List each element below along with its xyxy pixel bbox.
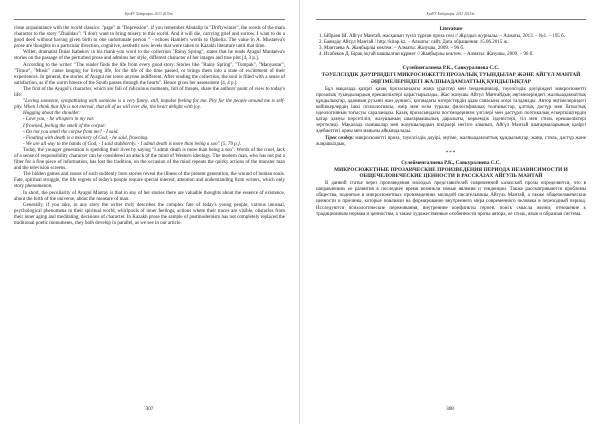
right-page [300,0,600,424]
keywords-paragraph [316,136,586,148]
literature-list [316,34,586,58]
dialogue-line: - Love you, - he whispers in my ear. [23,117,95,123]
dialogue-line: I frowned, feeling the smell of the corpse: [23,123,107,129]
dialogue-line: - We are all way to the hands of God, - I said stubbornly. - I admit death is more than being a son" [5, 79 p.]. [23,141,242,147]
dialogue-line: - Floating with death is a mockery of God, - he said, frowning. [23,135,149,141]
body-paragraph: The first of the Ayagul's character, which are full of ridiculous moments, full of threats, share the authors' point of view to today's life: [14,86,285,99]
literature-item: 4. Исабеков Д. Бірақ оқтай шашылған құрмет // Жаңбырлы көктем. – Алматы: Жазушы, 2009. – 96 б. [324,52,586,58]
abstract-paragraph: Бұл мақалада қазіргі қазақ прозасындағы жаңа үрдістер мен тенденциялар, тәуелсіздік дәуіріндегі микросюжетті прозалық туындылардың ерекшеліктері қарастырылады. Жас жазушы Айгүл Мантайдың әңгімелеріндегі жалпыадамзаттық құндылықтар, адамның рухани жан дүниесі, қоғамдағы өзгерістердің адам санасына әсері талданады. Автор әңгімелеріндегі кейіпкерлердің ішкі психологиясы, өмір мен өлім туралы философиялық толғаныстар, ұлттық дәстүр мен батыстық идеологияның тоғысуы сараланады. Қазақ прозасындағы постмодернизм үлгілері мен дәстүрлі поэтикалық ескерткіштердің қатар дамуы көрсетіліп, жазушының шығармашылық даралығы, көркемдік ізденістері, тіл мен стиль ерекшеліктері зерттеледі. Мақалада сыншылар мен жазушылардың пікірлері негізге алынып, Айгүл Мантай шығармаларының қазіргі әдебиеттегі орны мен маңызы айқындалады. [316,86,586,135]
body-paragraph: Writer, dramatist Dulat Isabekov in his thank-you word to the collection "Rainy Spring", states that he reads Ayagul Mantaeva's stories on the passage of the perturbed prose and admires her style, different character of her images and true plot [4, 3 p.]. [14,50,285,62]
article-title: ТӘУЕЛСІЗДІК ДӘУІРІНДЕГІ МИКРОСЮЖЕТТІ ПРОЗАЛЫҚ ТУЫНДЫЛАР ЖӘНЕ АЙГҮЛ МАНТАЙ ӘҢГІМЕЛЕРІНДЕГІ ЖАЛПЫАДАМЗАТТЫҚ ҚҰНДЫЛЫҚТАР [321,72,581,85]
body-paragraph: The hidden games and issues of such suddenly born stories reveal the illness of the present generation, the wound of human souls. Fate, spiritual struggle, the life regrets of today's people require special interest, attention and understanding from writers, which only story phenomenon. [14,172,285,190]
abstract-paragraph: В данной статье через произведения молодых представителей современной казахской прозы определяется, что в направлениях ее развития в последнее время возникли новые явления и тенденции. Также рассматриваются проблемы общества, поднятые в микросюжетных произведениях молодой писательницы Айгуль Мантай, а также общечеловеческие ценности и причины, которые повлияли на формирование внутреннего мира современного человека в переходный период. Исследуются психологические переживания, внутренние конфликты героев, поиск смысла жизни, отношение к традиционным нормам и ценностям, а также художественные особенности прозы автора, ее стиль, язык и образная система. [316,181,586,217]
body-paragraph: close acquaintance with the world classics: "page" in "Depression", if you remember Abutalip in "Driftywinter", the words of the main character to the story "Zhaildau": "I don't want to bring misery to this world. And it will die, carrying grief and sorrow. I want to do a good deed without having given birth to one unfortunate person " - echoes Hamlet's words to Ophelia. The value in A. Mustaeva's prose are thoughts in a particular direction, cognitive, aesthetic new levels that were taken to Kazakh literature until that time. [14,26,285,50]
literature-item: 3. Мантаева А. Жаңбырлы көктем. – Алматы: Жазушы, 2009. – 96 б. [324,46,586,52]
section-separator: *** [445,150,457,156]
page-number-left: 307 [145,406,154,412]
literature-item: 2. Баяндау Айгүл Мантай / http://kitap.kz. – Алматы: сайт. Дата обращения: 15.06.2015 ж. [324,40,586,46]
body-paragraph: In short, the peculiarity of Ayagul Mantay is that in any of her stories there are valuable thoughts about the essence of existence, about the birth of the universe, about the measure of man. [14,190,285,202]
running-head-right: ҚазҰУ Хабарлары. 2013 2015ж. [316,12,586,20]
article-title: МИКРОСЮЖЕТНЫЕ ПРОЗАИЧЕСКИЕ ПРОИЗВЕДЕНИЯ ПЕРИОДА НЕЗАВИСИМОСТИ И ОБЩЕЧЕЛОВЕЧЕСКИЕ ЦЕННОСТИ В РАССКАЗАХ АЙГУЛЬ МАНТАЙ [334,166,568,179]
quote-paragraph: Hugging about the shoulder: [23,111,81,117]
article-authors: Сулейменгалиева Р.К., Саякуралиева С.С. [401,159,501,166]
page-number-right: 308 [446,406,454,412]
dialogue-line: - Do not you smell the corpse from me? - I said. [23,129,119,135]
dialogue-quote [14,117,285,147]
body-paragraph: Generally, if you take, in any story the writer truly describes the complex fate of today's young people, various unusual, psychological phenomena in their spiritual world, whirlpools of inner feelings, actions where their traces are visible, obstacles from their inner aging and meditating, decisions of character. In Kazakh prose the sample of postmodernism has not completely replaced the traditional poetic monuments, they both develop in parallel, as we see in our article. [14,202,285,226]
article-authors: Сүлеймегалиева Р.К., Саякуралиева С.С. [402,65,500,72]
quote-paragraph: "Loving someone, sympathizing with someone is a very funny, still, impulse feeling for me. Pity for the people around me is self-pity. When I think that life is not eternal, that all of us will ever die, the heart delight with joy. [14,99,285,111]
literature-item: 1. Ыбраев Ш. Айгүл Мантай, жасқанып түсіп тұрған проза сөзі // Жұлдыз журналы. – Алматы, 2013. – №1. – 195 б. [324,34,586,40]
body-paragraph: Today, the younger generation is spending their lives by saying "I admit death is more than being a son". Words of the cruel, lack of a sense of responsibility character can be considered an attack of the mind of Western ideology. The modern man, who has not put a filter for a fine piece of information, has lost the tradition, on the occasion of the mind repeats the quirky actions of the monster man and the television screens. [14,147,285,172]
keywords-label: Тірек сөздер: [325,135,354,141]
running-head-left: ҚазҰУ Хабарлары. 2013 2015ж. [14,12,285,20]
literature-heading: Literature [439,26,463,32]
body-paragraph: According to the writer: "The reader finds the life from every good story. Stories like "Rainy Spring", "Tompak", "Manyastar", "Timur", "Music" cause longing for living life, for the life of the time passed, or brings them into a state of excitement of their experiences. In general, the stories of Ayagul not leave anyone indifferent. After reading the collection, the soul is filled with a sense of satisfaction, as if the warm breeze of the South passes through the hearts". Hence gives her assessment [4, 4 p.]. [14,62,285,86]
keywords-text: микросюжетті проза, тәуелсіздік дәуірі, әңгіме, жалпыадамзаттық құндылықтар, жанр, стиль, дәстүр және жаңашылдық. [316,135,586,147]
